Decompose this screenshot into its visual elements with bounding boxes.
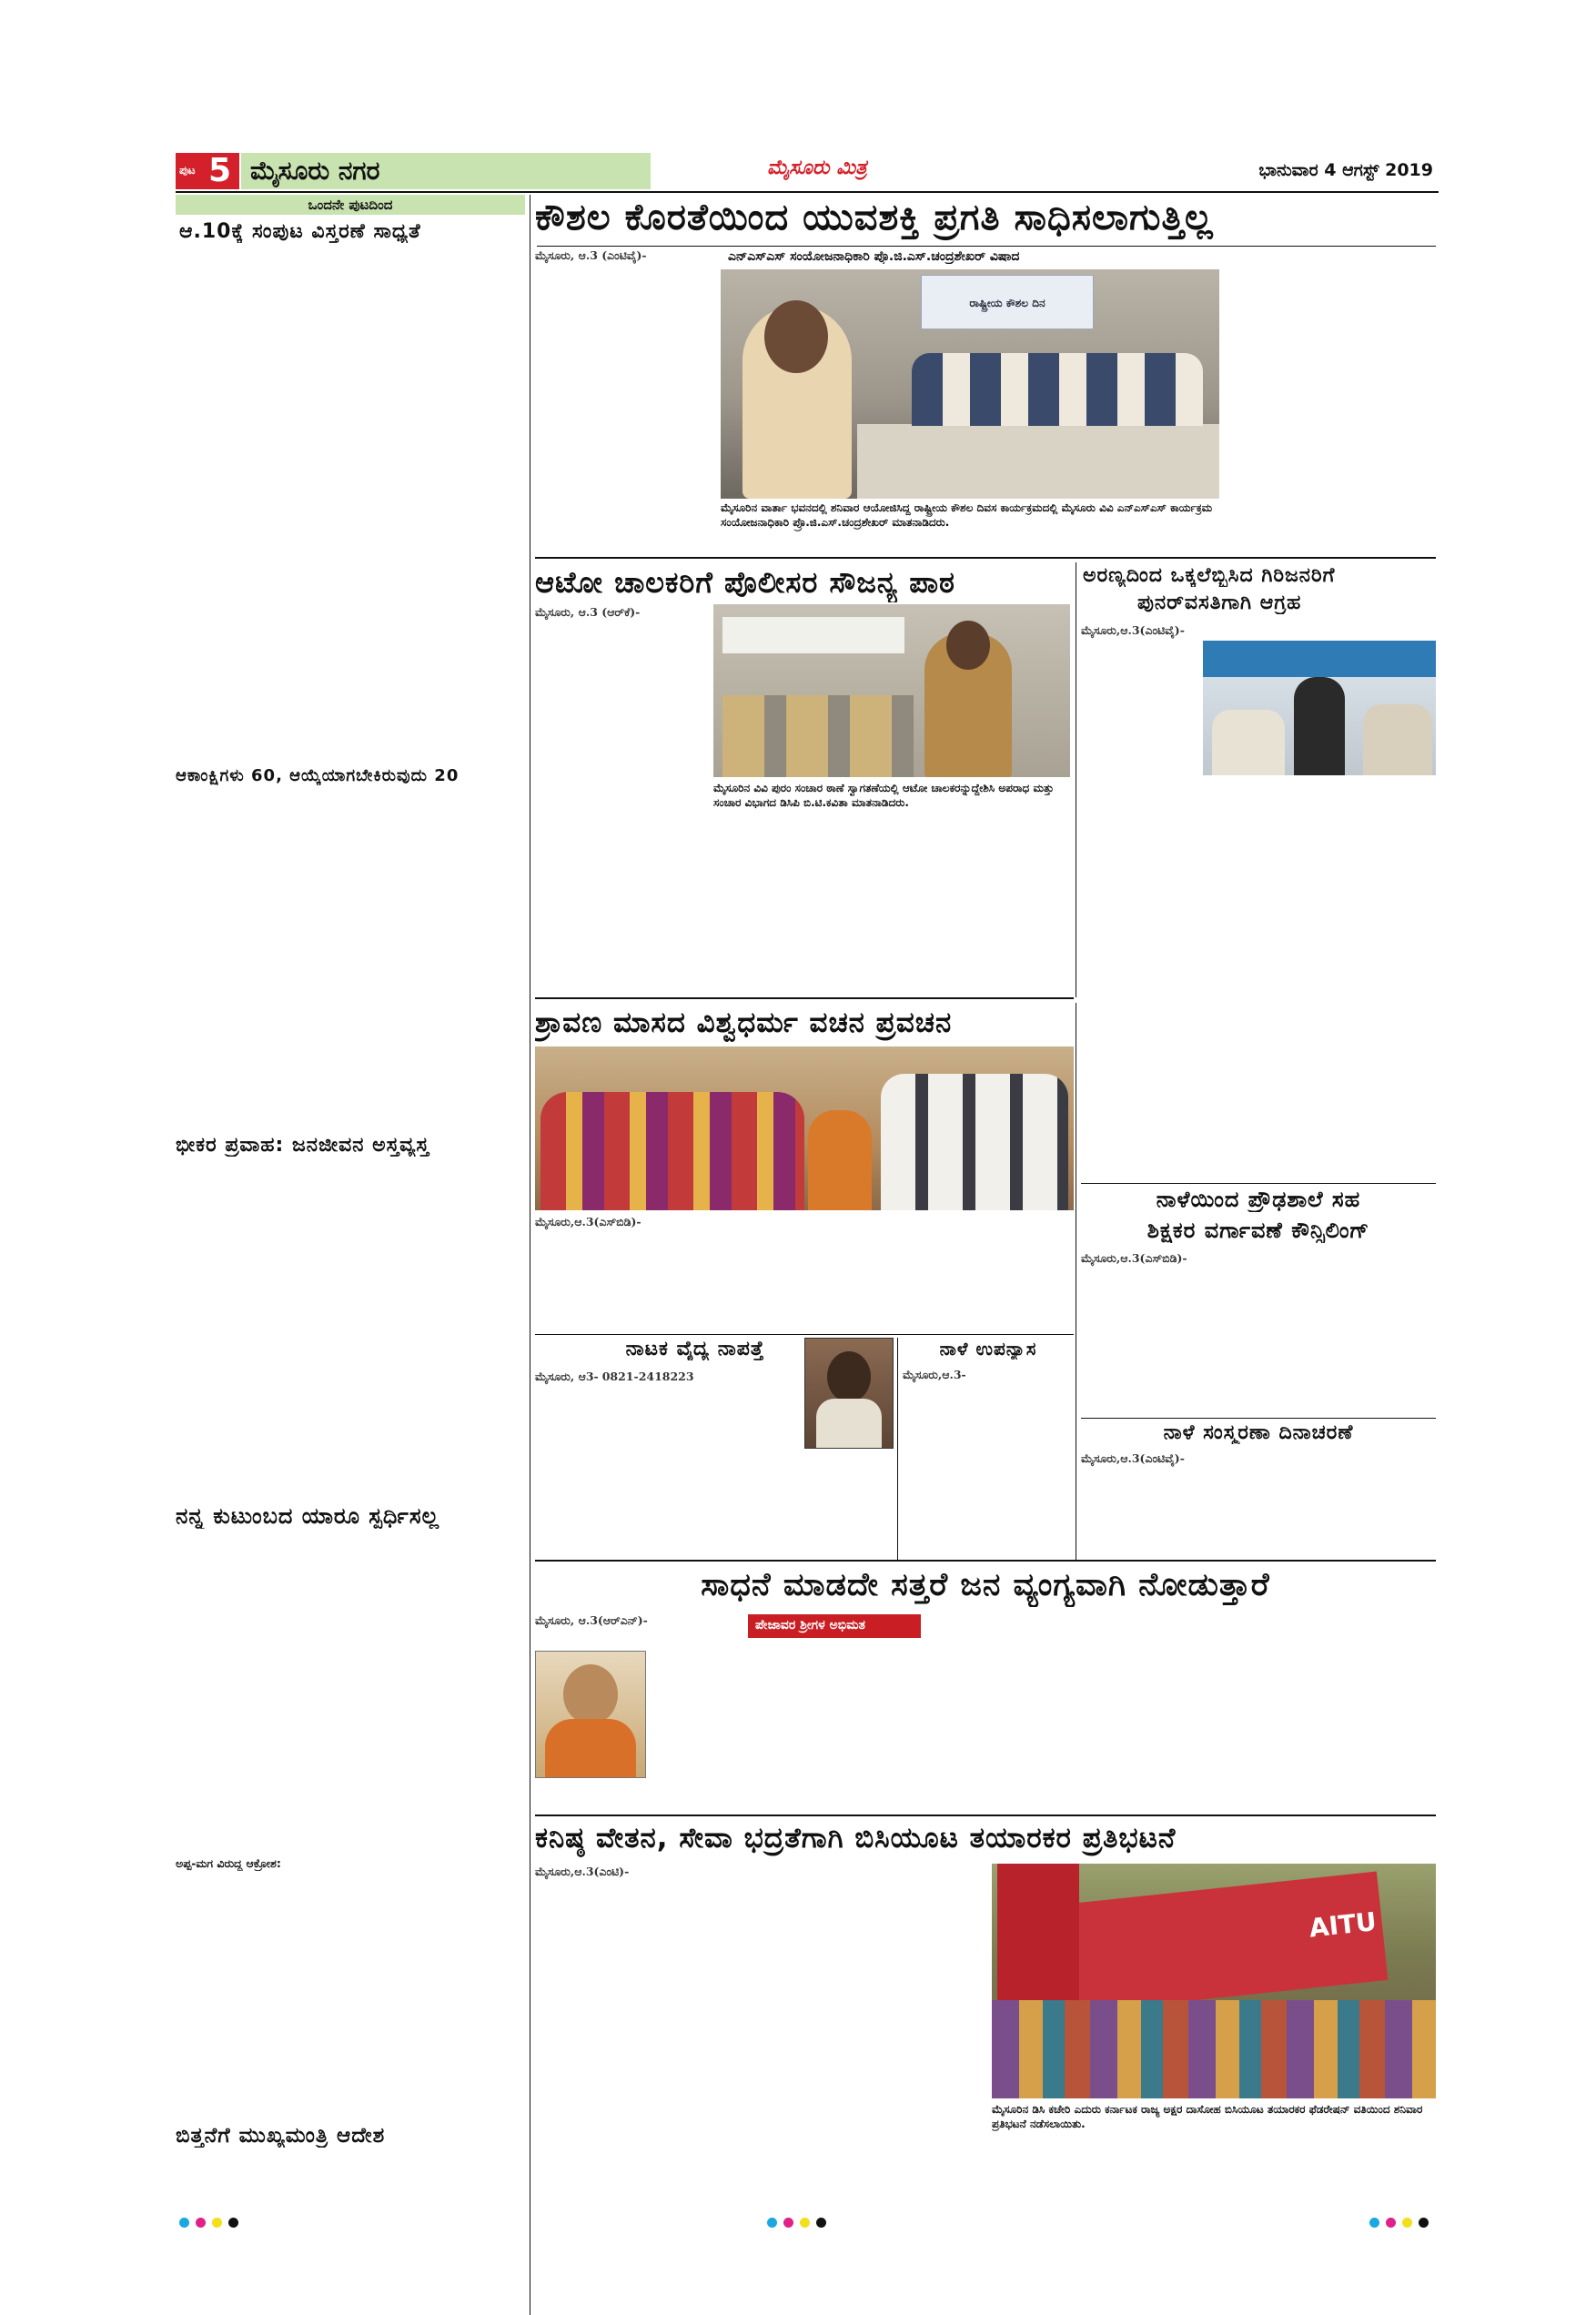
tribal-headline-1: ಅರಣ್ಯದಿಂದ ಒಕ್ಕಲೆಬ್ಬಿಸಿದ ಗಿರಿಜನರಿಗೆ: [1083, 564, 1336, 587]
lead-headline: ಕೌಶಲ ಕೊರತೆಯಿಂದ ಯುವಶಕ್ತಿ ಪ್ರಗತಿ ಸಾಧಿಸಲಾಗುತ್ತಿಲ್ಲ: [535, 197, 1214, 238]
seer-body-intro: [535, 1612, 744, 1647]
section-title: ಮೈಸೂರು ನಗರ: [250, 156, 380, 186]
magenta-dot: [1386, 2218, 1396, 2228]
yellow-dot: [800, 2218, 810, 2228]
auto-body-left: [535, 604, 708, 877]
story-cabinet-headline: ಆ.10ಕ್ಕೆ ಸಂಪುಟ ವಿಸ್ತರಣೆ ಸಾಧ್ಯತೆ: [179, 220, 421, 243]
story-flood-body: [176, 1163, 525, 1496]
shravana-body: [535, 1214, 1074, 1330]
story-aspirants-headline: ಆಕಾಂಕ್ಷಿಗಳು 60, ಆಯ್ಕೆಯಾಗಬೇಕಿರುವುದು 20: [176, 766, 460, 785]
masthead: [176, 153, 1439, 189]
shravana-women-group: [540, 1092, 804, 1210]
shravana-photo: [535, 1046, 1074, 1210]
left-column: [176, 195, 525, 2188]
counselling-headline-2: ಶಿಕ್ಷಕರ ವರ್ಗಾವಣೆ ಕೌನ್ಸಿಲಿಂಗ್: [1146, 1218, 1370, 1243]
shravana-seer: [808, 1110, 872, 1210]
auto-photo: [713, 604, 1070, 777]
story-cabinet-body: [176, 251, 525, 761]
protest-flag-left: [997, 1864, 1079, 2000]
lecture-dateline: ಮೈಸೂರು,ಆ.3-: [903, 1368, 966, 1381]
counselling-body: [1081, 1250, 1436, 1414]
lead-subhead-rule: [537, 246, 1436, 247]
seer-headline: ಸಾಧನೆ ಮಾಡದೇ ಸತ್ತರೆ ಜನ ವ್ಯಂಗ್ಯವಾಗಿ ನೋಡುತ್ತಾರೆ: [701, 1567, 1270, 1603]
continued-from-front-banner: [176, 195, 525, 215]
drama-dateline: ಮೈಸೂರು, ಆ3-: [535, 1370, 599, 1383]
protest-banner-text: AITU: [1308, 1906, 1379, 1944]
auto-headline: ಆಟೋ ಚಾಲಕರಿಗೆ ಪೊಲೀಸರ ಸೌಜನ್ಯ ಪಾಠ: [535, 565, 955, 600]
protest-photo-caption: ಮೈಸೂರಿನ ಡಿಸಿ ಕಚೇರಿ ಎದುರು ಕರ್ನಾಟಕ ರಾಜ್ಯ ಅಕ್ಷರ ದಾಸೋಹ ಬಿಸಿಯೂಟ ತಯಾರಕರ ಫೆಡರೇಷನ್ ವತಿಯಿಂದ ಶನಿವಾರ ಪ್ರತಿಭಟನೆ ನಡೆಸಲಾಯಿತು.: [992, 2103, 1423, 2130]
seer-kicker-box: [748, 1614, 921, 1638]
protest-body-col-1: [535, 1864, 753, 2264]
drama-right-divider: [897, 1338, 898, 1560]
seer-robe: [545, 1719, 636, 1777]
tribal-speaker: [1294, 677, 1345, 775]
lead-bottom-rule: [535, 557, 1436, 559]
tribal-body: [1081, 781, 1436, 1179]
seer-body-col-4: [1168, 1614, 1436, 1811]
memorial-body: [1081, 1451, 1436, 1556]
lecture-body: [903, 1367, 1074, 1556]
auto-dateline: ಮೈಸೂರು, ಆ.3 (ಆರ್‌ಕೆ)-: [535, 605, 641, 619]
seer-photo: [535, 1651, 646, 1778]
speaker-head: [764, 300, 828, 373]
seer-body-photo-side: [648, 1651, 744, 1778]
page-label: ಪುಟ: [179, 164, 196, 177]
drama-phone: 0821-2418223: [601, 1370, 694, 1383]
seer-kicker: ಪೇಜಾವರ ಶ್ರೀಗಳ ಅಭಿಮತ: [755, 1618, 865, 1633]
tribal-body-left: [1081, 641, 1199, 777]
black-dot: [1419, 2218, 1429, 2228]
tribal-guests-2: [1363, 704, 1432, 775]
seer-dateline: ಮೈಸೂರು, ಆ.3(ಆರ್‌ಎನ್)-: [535, 1613, 648, 1627]
cyan-dot: [1369, 2218, 1379, 2228]
story-family-body: [176, 1536, 525, 1855]
missing-person-body: [816, 1399, 882, 1448]
story-aspirants-body: [176, 792, 525, 1128]
lead-photo-banner-text: ರಾಷ್ಟ್ರೀಯ ಕೌಶಲ ದಿನ: [969, 297, 1045, 309]
section-title-bar: [241, 153, 651, 189]
counselling-top-rule: [1081, 1183, 1436, 1184]
drama-headline: ನಾಟಕ ವೈದ್ಯ ನಾಪತ್ತೆ: [625, 1338, 765, 1360]
dais-guests: [912, 353, 1203, 426]
magenta-dot: [196, 2218, 206, 2228]
auto-body-bottom: [713, 817, 1070, 994]
black-dot: [816, 2218, 826, 2228]
dais-table: [857, 424, 1219, 499]
page-number: 5: [208, 152, 232, 189]
missing-person-head: [827, 1351, 871, 1402]
counselling-dateline: ಮೈಸೂರು,ಆ.3(ಎಸ್‌ಬಿಡಿ)-: [1081, 1251, 1187, 1265]
lecture-headline: ನಾಳೆ ಉಪನ್ಯಾಸ: [939, 1338, 1037, 1360]
officer-head: [946, 621, 990, 670]
seer-head: [563, 1664, 618, 1724]
story-sowing-body: [176, 2157, 525, 2268]
tribal-photo-banner: [1203, 641, 1436, 677]
cyan-dot: [179, 2218, 189, 2228]
tribal-dateline: ಮೈಸೂರು,ಆ.3(ಎಂಟಿವೈ)-: [1081, 623, 1185, 637]
lead-body-col-right: [1225, 248, 1436, 539]
seer-body-col-2: [748, 1642, 921, 1811]
lead-photo: [721, 269, 1219, 499]
masthead-rule: [176, 191, 1439, 193]
protest-photo: [992, 1864, 1436, 2098]
drama-missing-photo: [804, 1338, 894, 1449]
auto-body-left-2: [535, 879, 708, 994]
lead-body-col-1: [535, 248, 717, 502]
lead-photo-banner: [921, 275, 1094, 329]
black-dot: [228, 2218, 238, 2228]
shravana-bottom-rule: [535, 1334, 1074, 1335]
auto-photo-caption: ಮೈಸೂರಿನ ವಿವಿ ಪುರಂ ಸಂಚಾರ ಠಾಣೆ ಸ್ವಾಗತಣೆಯಲ್ಲಿ ಆಟೋ ಚಾಲಕರನ್ನುದ್ದೇಶಿಸಿ ಅಪರಾಧ ಮತ್ತು ಸಂಚಾರ ವಿಭಾಗದ ಡಿಸಿಪಿ ಬಿ.ಟಿ.ಕವಿತಾ ಮಾತನಾಡಿದರು.: [713, 782, 1055, 809]
seated-officers: [722, 695, 914, 777]
yellow-dot: [212, 2218, 222, 2228]
seer-bottom-rule: [535, 1815, 1436, 1816]
lead-photo-caption: ಮೈಸೂರಿನ ವಾರ್ತಾ ಭವನದಲ್ಲಿ ಶನಿವಾರ ಆಯೋಜಿಸಿದ್ದ ರಾಷ್ಟ್ರೀಯ ಕೌಶಲ ದಿವಸ ಕಾರ್ಯಕ್ರಮದಲ್ಲಿ ಮೈಸೂರು ವಿವಿ ಎನ್‌ಎಸ್‌ಎಸ್ ಕಾರ್ಯಕ್ರಮ ಸಂಯೋಜನಾಧಿಕಾರಿ ಪ್ರೊ.ಜಿ.ಎಸ್.ಚಂದ್ರಶೇಖರ್ ಮಾತನಾಡಿದರು.: [721, 501, 1213, 529]
story-family-headline: ನನ್ನ ಕುಟುಂಬದ ಯಾರೂ ಸ್ಪರ್ಧಿಸಲ್ಲ: [176, 1503, 439, 1529]
auto-bottom-rule: [535, 997, 1074, 999]
continued-label: ಒಂದನೇ ಪುಟದಿಂದ: [308, 197, 393, 213]
auto-photo-banner: [722, 617, 904, 653]
tribal-headline-2: ಪುನರ್‌ವಸತಿಗಾಗಿ ಆಗ್ರಹ: [1137, 591, 1302, 614]
protest-headline: ಕನಿಷ್ಠ ವೇತನ, ಸೇವಾ ಭದ್ರತೆಗಾಗಿ ಬಿಸಿಯೂಟ ತಯಾರಕರ ಪ್ರತಿಭಟನೆ: [535, 1822, 1177, 1855]
story-family-body-2: [176, 1872, 525, 2122]
tribal-guests: [1212, 710, 1285, 775]
tribal-photo: [1203, 641, 1436, 775]
seer-body-caption-area: [535, 1780, 744, 1811]
protest-body-col-2: [759, 1864, 986, 2264]
mid-section-rule: [535, 1560, 1436, 1562]
issue-date: ಭಾನುವಾರ 4 ಆಗಸ್ಟ್ 2019: [1258, 160, 1433, 180]
shravana-dateline: ಮೈಸೂರು,ಆ.3(ಎಸ್‌ಬಿಡಿ)-: [535, 1215, 641, 1228]
protest-crowd: [992, 2000, 1436, 2098]
lead-body-bottom: [535, 506, 1436, 553]
lead-subhead: ಎನ್‌ಎಸ್‌ಎಸ್ ಸಂಯೋಜನಾಧಿಕಾರಿ ಪ್ರೊ.ಜಿ.ಎಸ್.ಚಂದ್ರಶೇಖರ್ ವಿಷಾದ: [728, 249, 1020, 264]
protest-red-banner: [1069, 1872, 1389, 2013]
shravana-headline: ಶ್ರಾವಣ ಮಾಸದ ವಿಶ್ವಧರ್ಮ ವಚನ ಪ್ರವಚನ: [535, 1006, 953, 1039]
memorial-headline: ನಾಳೆ ಸಂಸ್ಮರಣಾ ದಿನಾಚರಣೆ: [1163, 1421, 1354, 1444]
counselling-headline-1: ನಾಳೆಯಿಂದ ಪ್ರೌಢಶಾಲೆ ಸಹ: [1156, 1187, 1361, 1212]
shravana-men-group: [881, 1074, 1068, 1210]
story-sowing-headline: ಬಿತ್ತನೆಗೆ ಮುಖ್ಯಮಂತ್ರಿ ಆದೇಶ: [176, 2124, 386, 2148]
paper-name: ಮೈಸೂರು ಮಿತ್ರ: [767, 157, 867, 179]
protest-dateline: ಮೈಸೂರು,ಆ.3(ಎಂಟಿ)-: [535, 1865, 630, 1878]
magenta-dot: [783, 2218, 793, 2228]
memorial-top-rule: [1081, 1418, 1436, 1419]
drama-body: [535, 1369, 799, 1556]
seer-body-col-3: [926, 1614, 1163, 1811]
lead-dateline: ಮೈಸೂರು, ಆ.3 (ಎಂಟಿವೈ)-: [535, 248, 647, 262]
memorial-dateline: ಮೈಸೂರು,ಆ.3(ಎಂಟಿವೈ)-: [1081, 1451, 1185, 1465]
inline-subhead: ಅಪ್ಪ-ಮಗ ವಿರುದ್ಧ ಆಕ್ರೋಶ:: [176, 1856, 281, 1870]
story-flood-headline: ಭೀಕರ ಪ್ರವಾಹ: ಜನಜೀವನ ಅಸ್ತವ್ಯಸ್ತ: [176, 1134, 429, 1157]
cyan-dot: [767, 2218, 777, 2228]
tribal-body-top: [1081, 622, 1436, 641]
page-number-badge: [176, 153, 239, 189]
yellow-dot: [1402, 2218, 1412, 2228]
